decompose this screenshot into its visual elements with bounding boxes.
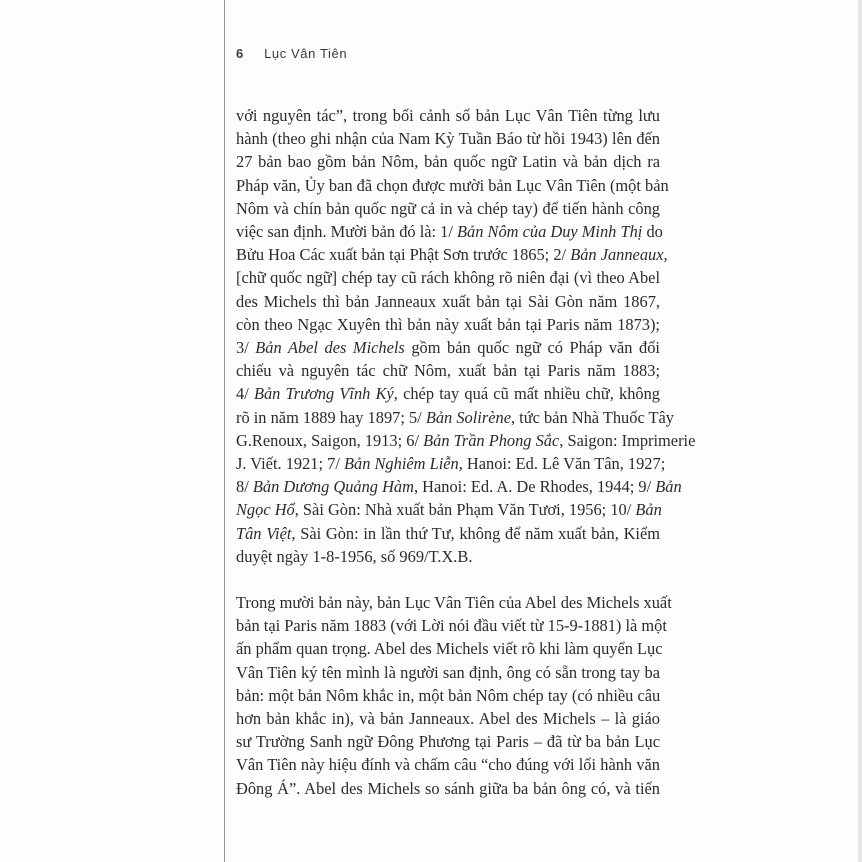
text-line (236, 174, 669, 197)
running-head (236, 46, 347, 61)
text-line (236, 127, 660, 150)
text-line (236, 637, 663, 660)
text-run: , tức bản Nhà Thuốc Tây (510, 407, 675, 427)
italic-text: Tân Việt (236, 523, 292, 543)
italic-text: Bản Trần Phong Sắc (423, 430, 560, 450)
text-line (236, 220, 663, 243)
text-run: des Michels thì bản Janneaux xuất bản tại Sài Gòn năm 1867, (236, 291, 660, 311)
text-line (236, 707, 660, 730)
paragraph-gap (236, 568, 660, 591)
italic-text: Bản Nôm của Duy Minh Thị (457, 222, 643, 242)
text-run: 4/ (236, 384, 254, 404)
text-run: Vân Tiên này hiệu đính và chấm câu “cho đúng với lối hành văn (236, 755, 660, 775)
italic-text: Bản Solirène (425, 407, 511, 427)
italic-text: Bản Nghiêm Liễn (344, 454, 459, 474)
text-run: G.Renoux, Saigon, 1913; 6/ (236, 430, 424, 450)
text-run: Trong mười bản này, bản Lục Vân Tiên của Abel des Michels xuất (236, 593, 672, 613)
text-run: duyệt ngày 1-8-1956, số 969/T.X.B. (236, 546, 473, 566)
text-line (236, 429, 696, 452)
text-run: 3/ (236, 338, 256, 358)
text-run: Nôm và chín bản quốc ngữ cả in và chép tay) để tiến hành công (236, 198, 660, 218)
text-run: sư Trường Sanh ngữ Đông Phương tại Paris – đã từ ba bản Lục (236, 732, 660, 752)
text-run: việc san định. Mười bản đó là: 1/ (236, 222, 458, 242)
italic-text: Ngọc Hổ (236, 500, 295, 520)
text-run: , Saigon: Imprimerie (559, 430, 696, 450)
text-run: 27 bản bao gồm bản Nôm, bản quốc ngữ Latin và bản dịch ra (236, 152, 660, 172)
text-run: hơn bản khắc in), và bản Janneaux. Abel des Michels – là giáo (236, 709, 660, 729)
text-line (236, 406, 675, 429)
text-run: ấn phẩm quan trọng. Abel des Michels viết rõ khi làm quyển Lục (236, 639, 663, 659)
italic-text: Bản (655, 477, 682, 497)
text-line (236, 777, 660, 800)
text-run: bản: một bản Nôm khắc in, một bản Nôm chép tay (có nhiều câu (236, 685, 661, 705)
text-run: Vân Tiên ký tên mình là người san định, ông có sẵn trong tay ba (236, 662, 660, 682)
text-run: , Sài Gòn: Nhà xuất bản Phạm Văn Tươi, 1956; 10/ (294, 500, 636, 520)
body-text (236, 104, 696, 800)
text-run: 8/ (236, 477, 253, 497)
text-run: [chữ quốc ngữ] chép tay cũ rách không rõ niên đại (vì theo Abel (236, 268, 660, 288)
paragraph-2 (236, 591, 672, 800)
text-run: còn theo Ngạc Xuyên thì bản này xuất bản tại Paris năm 1873); (236, 314, 660, 334)
text-line (236, 475, 682, 498)
page-edge-shadow (858, 0, 862, 862)
text-line (236, 104, 660, 127)
text-line (236, 197, 660, 220)
text-line (236, 359, 660, 382)
italic-text: Bản Janneaux, (570, 245, 668, 265)
text-run: Bửu Hoa Các xuất bản tại Phật Sơn trước 1865; 2/ (236, 245, 571, 265)
italic-text: Bản Abel des Michels (255, 338, 405, 358)
text-line (236, 382, 660, 405)
text-line (236, 452, 666, 475)
italic-text: Bản Dương Quảng Hàm (252, 477, 414, 497)
text-line (236, 730, 660, 753)
italic-text: Bản Trương Vĩnh Ký (253, 384, 394, 404)
text-run: , Hanoi: Ed. A. De Rhodes, 1944; 9/ (413, 477, 656, 497)
text-run: , Hanoi: Ed. Lê Văn Tân, 1927; (458, 454, 666, 474)
text-run: gồm bản quốc ngữ có Pháp văn đối (404, 338, 660, 358)
text-line (236, 150, 660, 173)
text-run: Đông Á”. Abel des Michels so sánh giữa ba bản ông có, và tiến (236, 778, 660, 798)
text-run: , Sài Gòn: in lần thứ Tư, không để năm xuất bản, Kiểm (291, 523, 660, 543)
text-line (236, 684, 660, 707)
text-line (236, 661, 660, 684)
italic-text: Bản (635, 500, 662, 520)
text-line (236, 498, 660, 521)
text-line (236, 336, 660, 359)
text-line (236, 243, 668, 266)
text-run: , chép tay quá cũ mất nhiều chữ, không (393, 384, 660, 404)
text-run: do (642, 222, 663, 242)
text-run: chiếu và nguyên tác chữ Nôm, xuất bản tại Paris năm 1883; (236, 361, 660, 381)
text-line (236, 614, 667, 637)
text-run: J. Viết. 1921; 7/ (236, 454, 344, 474)
text-run: hành (theo ghi nhận của Nam Kỳ Tuần Báo từ hồi 1943) lên đến (236, 129, 660, 149)
text-line (236, 290, 660, 313)
text-line (236, 545, 660, 568)
text-run: bản tại Paris năm 1883 (với Lời nói đầu viết từ 15-9-1881) là một (236, 616, 667, 636)
text-line (236, 313, 660, 336)
text-line (236, 591, 672, 614)
text-run: Pháp văn, Ủy ban đã chọn được mười bản Lục Vân Tiên (một bản (236, 175, 669, 195)
text-line (236, 522, 660, 545)
text-line (236, 753, 660, 776)
paragraph-1 (236, 104, 696, 568)
text-run: với nguyên tác”, trong bối cảnh số bản Lục Vân Tiên từng lưu (236, 106, 660, 125)
page-number: 6 (236, 46, 244, 61)
text-line (236, 266, 660, 289)
text-run: rõ in năm 1889 hay 1897; 5/ (236, 407, 426, 427)
page-gutter-line (224, 0, 225, 862)
book-title: Lục Vân Tiên (264, 46, 348, 61)
